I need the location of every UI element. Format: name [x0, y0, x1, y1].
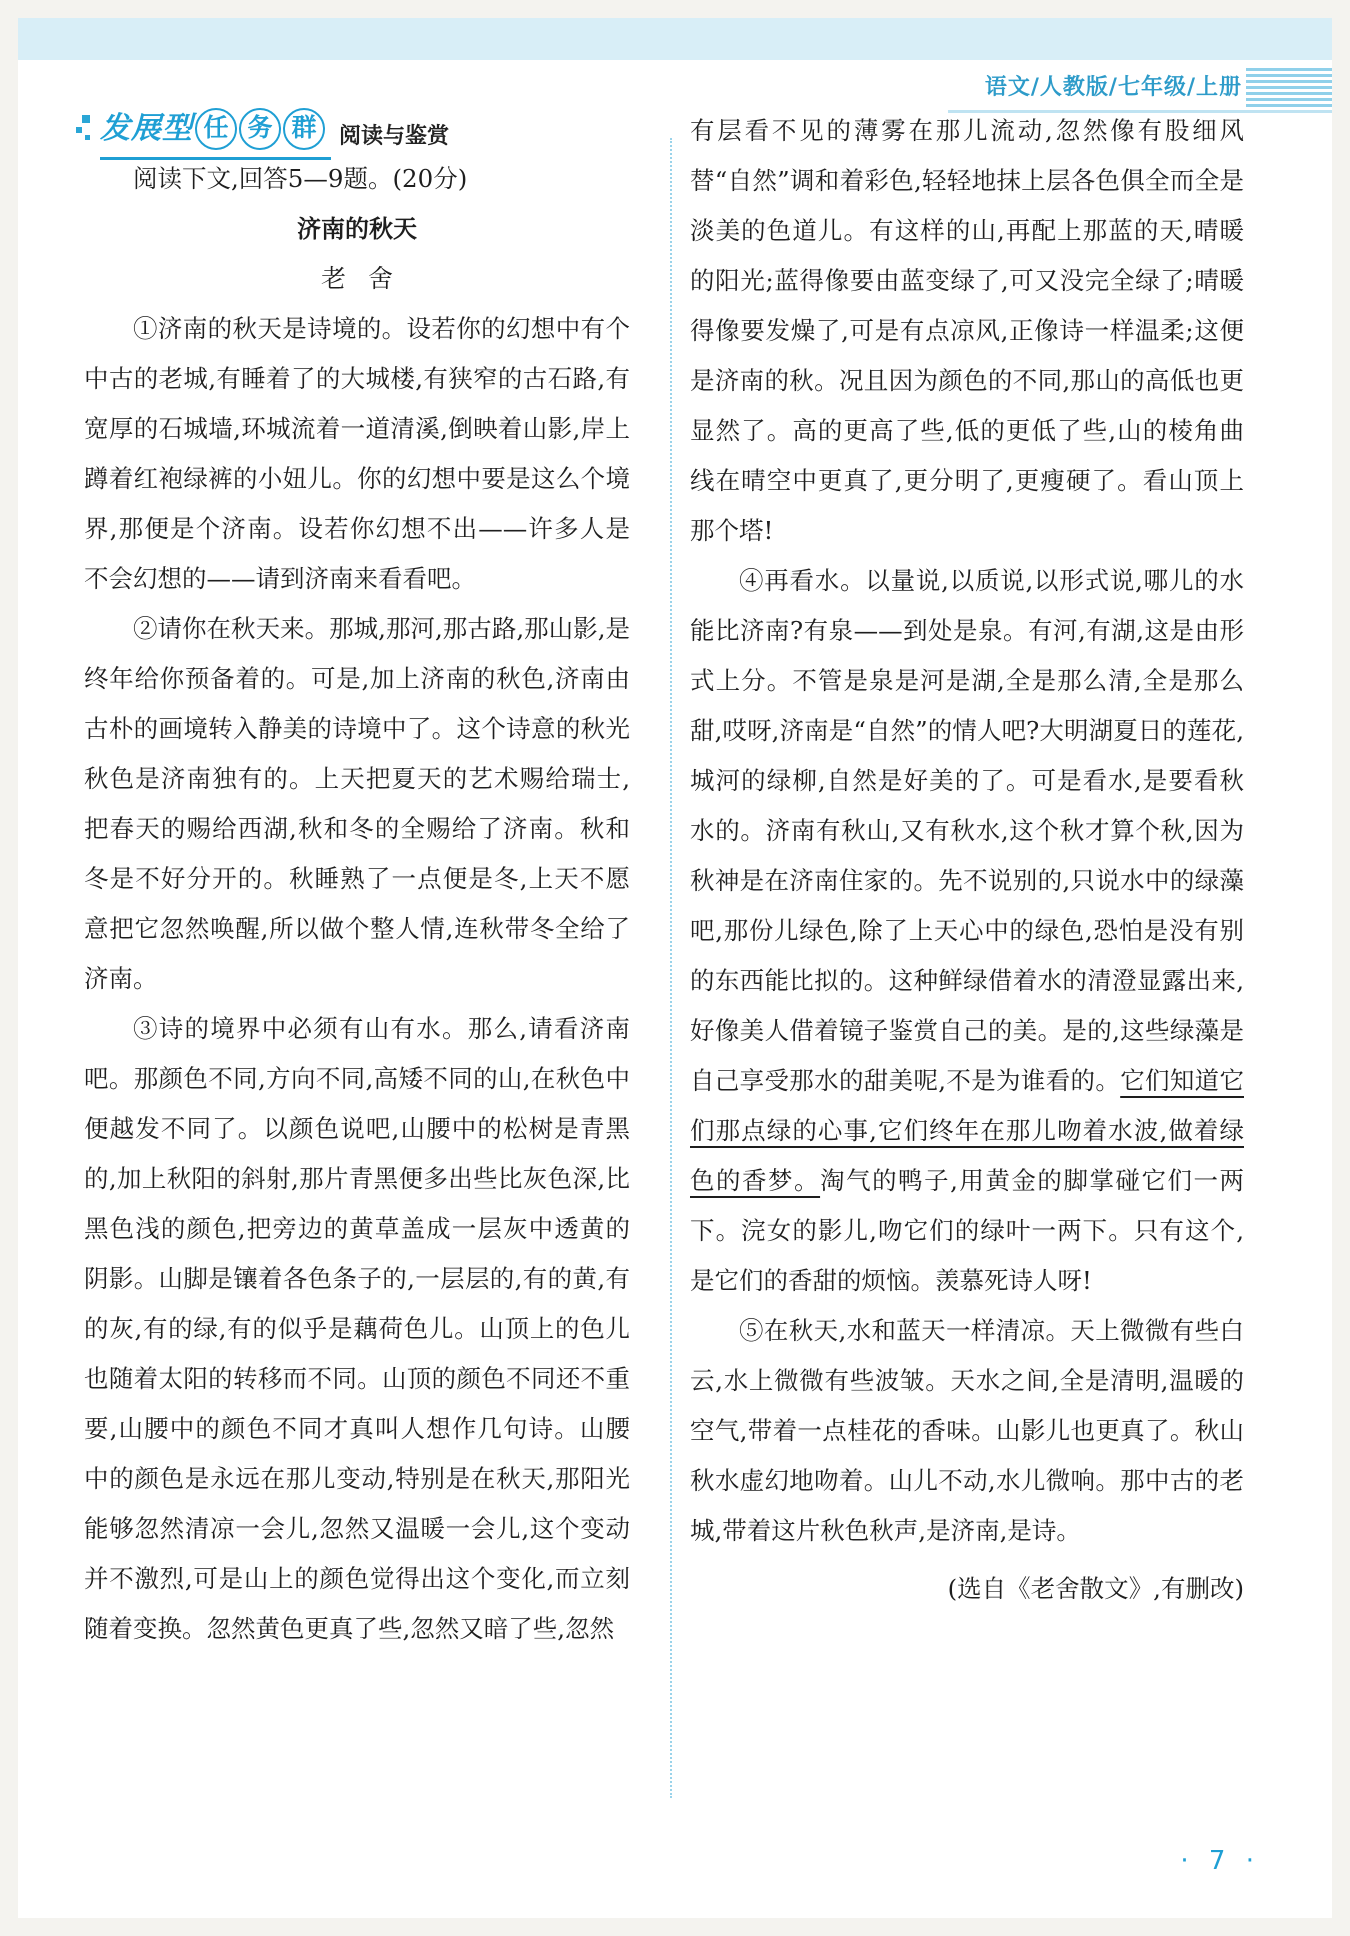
paragraph-2: ②请你在秋天来。那城,那河,那古路,那山影,是终年给你预备着的。可是,加上济南的秋色,济南由古朴的画境转入静美的诗境中了。这个诗意的秋光秋色是济南独有的。上天把夏天的艺术赐给瑞士,把春天的赐给西湖,秋和冬的全赐给了济南。秋和冬是不好分开的。秋睡熟了一点便是冬,上天不愿意把它忽然唤醒,所以做个整人情,连秋带冬全给了济南。 — [84, 614, 630, 993]
left-column — [84, 106, 630, 1654]
paragraph-3-continuation: 有层看不见的薄雾在那儿流动,忽然像有股细风替“自然”调和着彩色,轻轻地抹上层各色俱全而全是淡美的色道儿。有这样的山,再配上那蓝的天,晴暖的阳光;蓝得像要由蓝变绿了,可又没完全绿了;晴暖得像要发燥了,可是有点凉风,正像诗一样温柔;这便是济南的秋。况且因为颜色的不同,那山的高低也更显然了。高的更高了些,低的更低了些,山的棱角曲线在晴空中更真了,更分明了,更瘦硬了。看山顶上那个塔! — [690, 116, 1244, 545]
article-author: 老舍 — [320, 264, 415, 293]
banner-title — [100, 104, 325, 154]
banner-circled-char: 务 — [239, 108, 281, 150]
banner-subtitle: 阅读与鉴赏 — [339, 124, 450, 149]
banner-circled-char: 群 — [283, 108, 325, 150]
underlined-sentence: 它们知道它们那点绿的心事,它们终年在那儿吻着水波,做着绿色的香梦。 — [690, 1066, 1244, 1195]
paragraph-1: ①济南的秋天是诗境的。设若你的幻想中有个中古的老城,有睡着了的大城楼,有狭窄的古石路,有宽厚的石城墙,环城流着一道清溪,倒映着山影,岸上蹲着红袍绿裤的小妞儿。你的幻想中要是这么个境界,那便是个济南。设若你幻想不出——许多人是不会幻想的——请到济南来看看吧。 — [84, 314, 630, 593]
banner-underline — [100, 157, 331, 160]
section-banner — [76, 106, 630, 152]
paragraph-4-ending: 淘气的鸭子,用黄金的脚掌碰它们一两下。浣女的影儿,吻它们的绿叶一两下。只有这个,是它们的香甜的烦恼。羡慕死诗人呀! — [690, 1166, 1245, 1295]
paragraph-5: ⑤在秋天,水和蓝天一样清凉。天上微微有些白云,水上微微有些波皱。天水之间,全是清明,温暖的空气,带着一点桂花的香味。山影儿也更真了。秋山秋水虚幻地吻着。山儿不动,水儿微响。那中古的老城,带着这片秋色秋声,是济南,是诗。 — [690, 1316, 1244, 1545]
source-citation: (选自《老舍散文》,有删改) — [947, 1574, 1244, 1603]
book-series-label: 语文/人教版/七年级/上册 — [984, 75, 1242, 100]
right-column — [690, 106, 1244, 1614]
page-number: · 7 · — [1180, 1846, 1260, 1876]
banner-prefix: 发展型 — [100, 111, 193, 146]
banner-dots-icon — [76, 109, 98, 149]
paragraph-3: ③诗的境界中必须有山有水。那么,请看济南吧。那颜色不同,方向不同,高矮不同的山,在秋色中便越发不同了。以颜色说吧,山腰中的松树是青黑的,加上秋阳的斜射,那片青黑便多出些比灰色深,比黑色浅的颜色,把旁边的黄草盖成一层灰中透黄的阴影。山脚是镶着各色条子的,一层层的,有的黄,有的灰,有的绿,有的似乎是藕荷色儿。山顶上的色儿也随着太阳的转移而不同。山顶的颜色不同还不重要,山腰中的颜色不同才真叫人想作几句诗。山腰中的颜色是永远在那儿变动,特别是在秋天,那阳光能够忽然清凉一会儿,忽然又温暖一会儿,这个变动并不激烈,可是山上的颜色觉得出这个变化,而立刻随着变换。忽然黄色更真了些,忽然又暗了些,忽然 — [84, 1014, 630, 1643]
paragraph-4 — [690, 556, 1244, 1306]
top-color-band — [18, 18, 1332, 60]
header-stripes-decoration — [1246, 68, 1332, 108]
column-divider — [670, 138, 672, 1798]
question-instruction: 阅读下文,回答5—9题。(20分) — [133, 164, 468, 193]
paragraph-4-text: ④再看水。以量说,以质说,以形式说,哪儿的水能比济南?有泉——到处是泉。有河,有湖,这是由形式上分。不管是泉是河是湖,全是那么清,全是那么甜,哎呀,济南是“自然”的情人吧?大明湖夏日的莲花,城河的绿柳,自然是好美的了。可是看水,是要看秋水的。济南有秋山,又有秋水,这个秋才算个秋,因为秋神是在济南住家的。先不说别的,只说水中的绿藻吧,那份儿绿色,除了上天心中的绿色,恐怕是没有别的东西能比拟的。这种鲜绿借着水的清澄显露出来,好像美人借着镜子鉴赏自己的美。是的,这些绿藻是自己享受那水的甜美呢,不是为谁看的。 — [690, 566, 1244, 1095]
article-title: 济南的秋天 — [297, 215, 417, 243]
banner-circled-char: 任 — [195, 108, 237, 150]
